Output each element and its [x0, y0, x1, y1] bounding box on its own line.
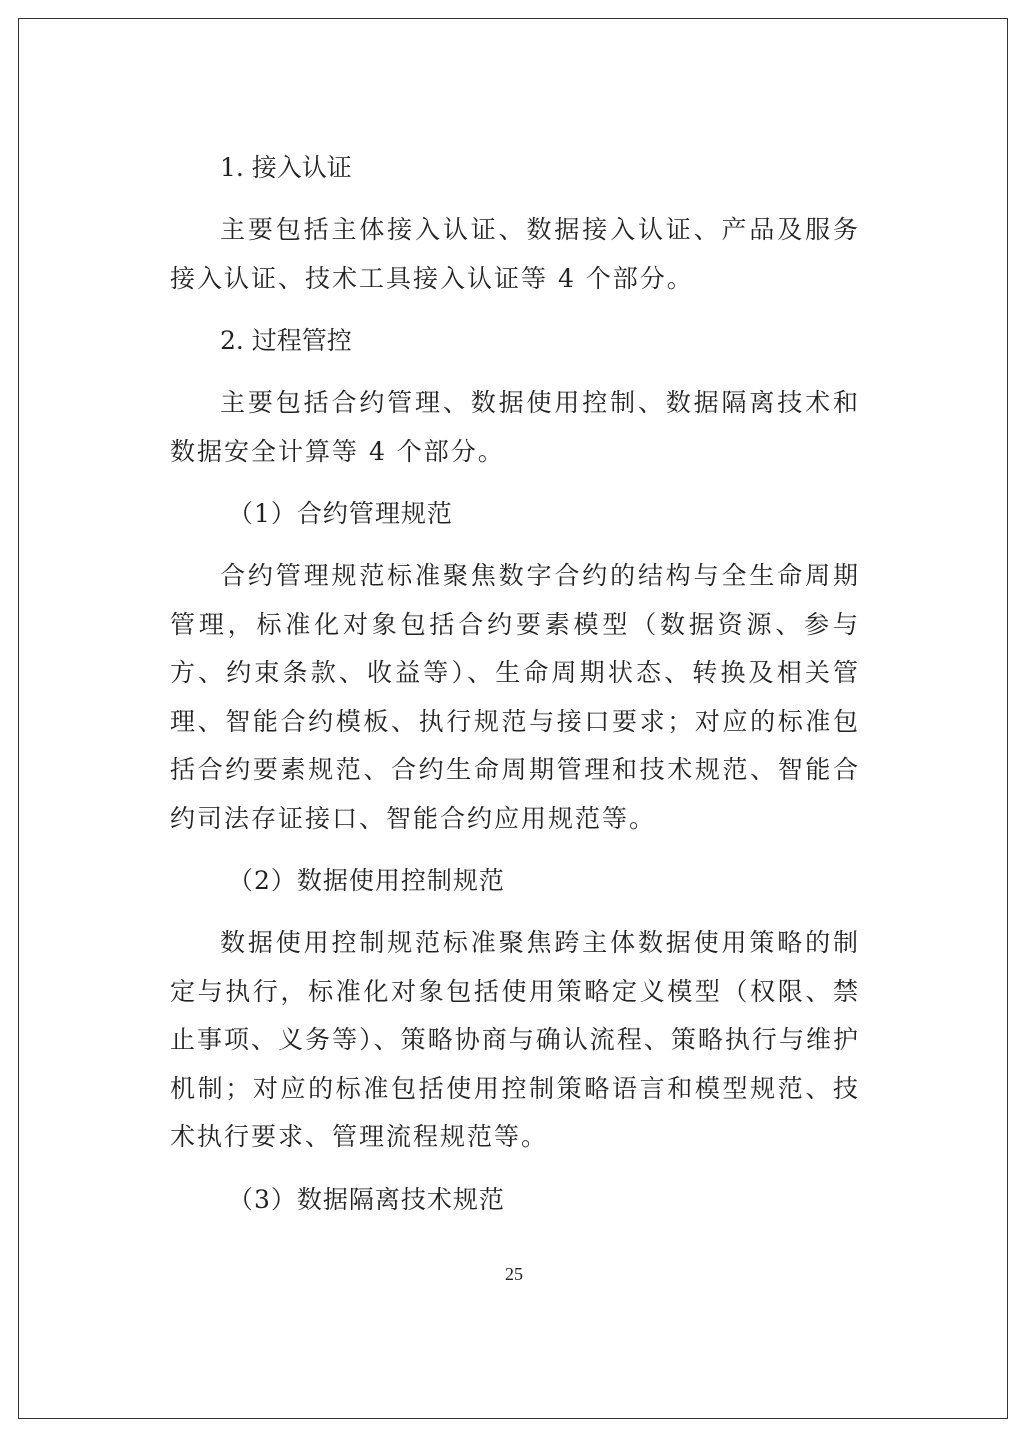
- section-paragraph-access-auth: 主要包括主体接入认证、数据接入认证、产品及服务接入认证、技术工具接入认证等 4 个部分。: [170, 215, 860, 293]
- subsection-paragraph-contract: 合约管理规范标准聚焦数字合约的结构与全生命周期管理，标准化对象包括合约要素模型（数据资源、参与方、约束条款、收益等）、生命周期状态、转换及相关管理、智能合约模板、执行规范与接口要求；对应的标准包括合约要素规范、合约生命周期管理和技术规范、智能合约司法存证接口、智能合约应用规范等。: [170, 561, 860, 833]
- section-heading-access-auth: 1. 接入认证: [220, 153, 352, 182]
- section-heading-process-control: 2. 过程管控: [220, 326, 352, 355]
- subsection-heading-contract: （1）合约管理规范: [228, 499, 453, 528]
- subsection-heading-isolation: （3）数据隔离技术规范: [228, 1184, 505, 1214]
- page-number: 25: [505, 1264, 523, 1284]
- subsection-paragraph-usage-control: 数据使用控制规范标准聚焦跨主体数据使用策略的制定与执行，标准化对象包括使用策略定义模型（权限、禁止事项、义务等）、策略协商与确认流程、策略执行与维护机制；对应的标准包括使用控制策略语言和模型规范、技术执行要求、管理流程规范等。: [170, 928, 860, 1151]
- section-paragraph-process-control: 主要包括合约管理、数据使用控制、数据隔离技术和数据安全计算等 4 个部分。: [170, 388, 860, 466]
- document-body: [170, 144, 860, 1238]
- subsection-heading-usage-control: （2）数据使用控制规范: [228, 866, 505, 895]
